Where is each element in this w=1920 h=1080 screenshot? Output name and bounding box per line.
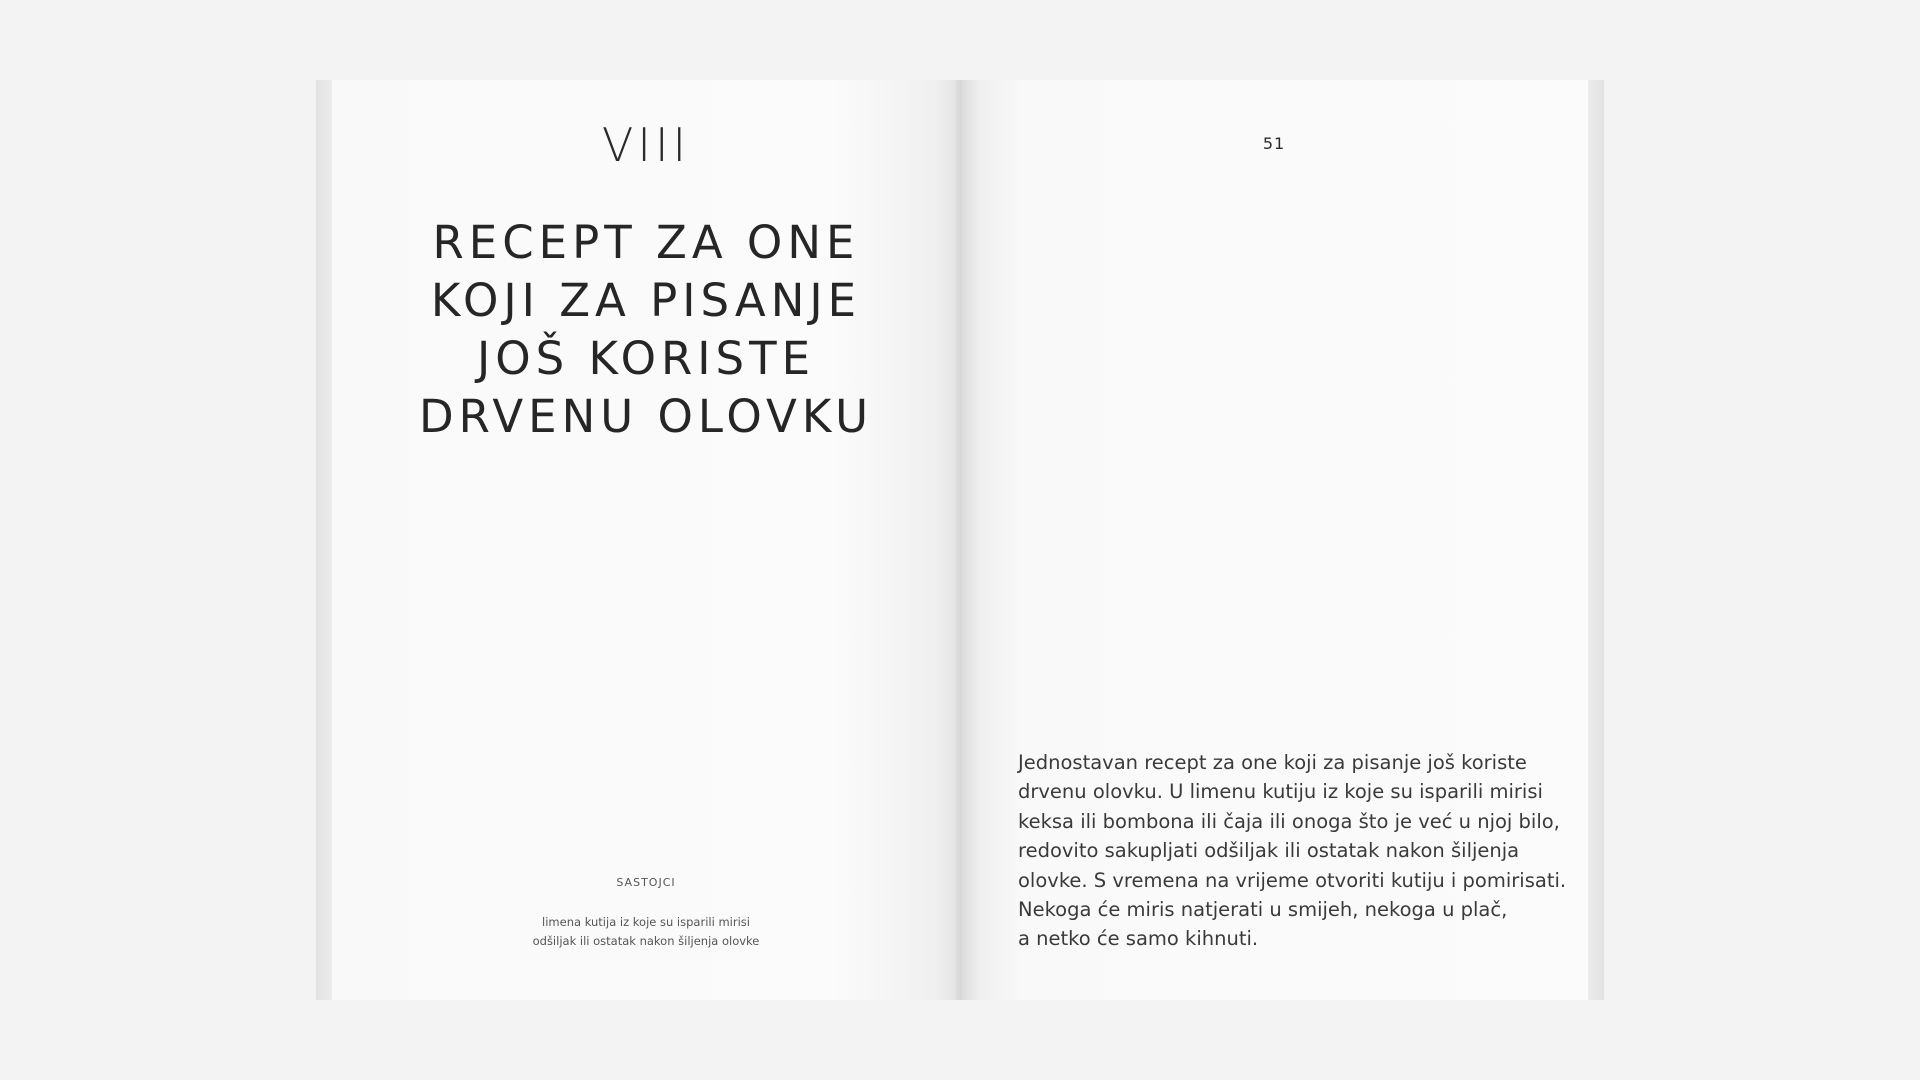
body-line: Nekoga će miris natjerati u smijeh, nekoga u plač, xyxy=(1018,898,1508,922)
ingredients-list xyxy=(332,913,960,951)
ingredient-item: limena kutija iz koje su isparili mirisi xyxy=(542,915,750,929)
body-line: olovke. S vremena na vrijeme otvoriti kutiju i pomirisati. xyxy=(1018,868,1567,892)
open-book xyxy=(316,80,1604,1000)
book-edge-left xyxy=(316,80,332,1000)
title-line: JOŠ KORISTE xyxy=(476,332,816,385)
chapter-title xyxy=(332,214,960,446)
title-line: RECEPT ZA ONE xyxy=(432,216,860,269)
body-line: drvenu olovku. U limenu kutiju iz koje su isparili mirisi xyxy=(1018,780,1543,804)
chapter-number: VIII xyxy=(601,118,691,172)
page-number: 51 xyxy=(1262,134,1286,153)
book-gutter xyxy=(956,80,962,1000)
ingredients-heading: SASTOJCI xyxy=(616,876,676,889)
body-paragraph xyxy=(1018,748,1578,954)
right-page xyxy=(960,80,1588,1000)
left-page xyxy=(332,80,960,1000)
body-line: keksa ili bombona ili čaja ili onoga što je već u njoj bilo, xyxy=(1018,809,1560,833)
body-line: Jednostavan recept za one koji za pisanje još koriste xyxy=(1018,751,1527,774)
title-line: KOJI ZA PISANJE xyxy=(430,274,862,327)
body-line: redovito sakupljati odšiljak ili ostatak nakon šiljenja xyxy=(1018,839,1520,863)
ingredient-item: odšiljak ili ostatak nakon šiljenja olovke xyxy=(532,934,760,948)
title-line: DRVENU OLOVKU xyxy=(418,390,874,443)
book-edge-right xyxy=(1588,80,1604,1000)
body-line: a netko će samo kihnuti. xyxy=(1018,927,1259,951)
